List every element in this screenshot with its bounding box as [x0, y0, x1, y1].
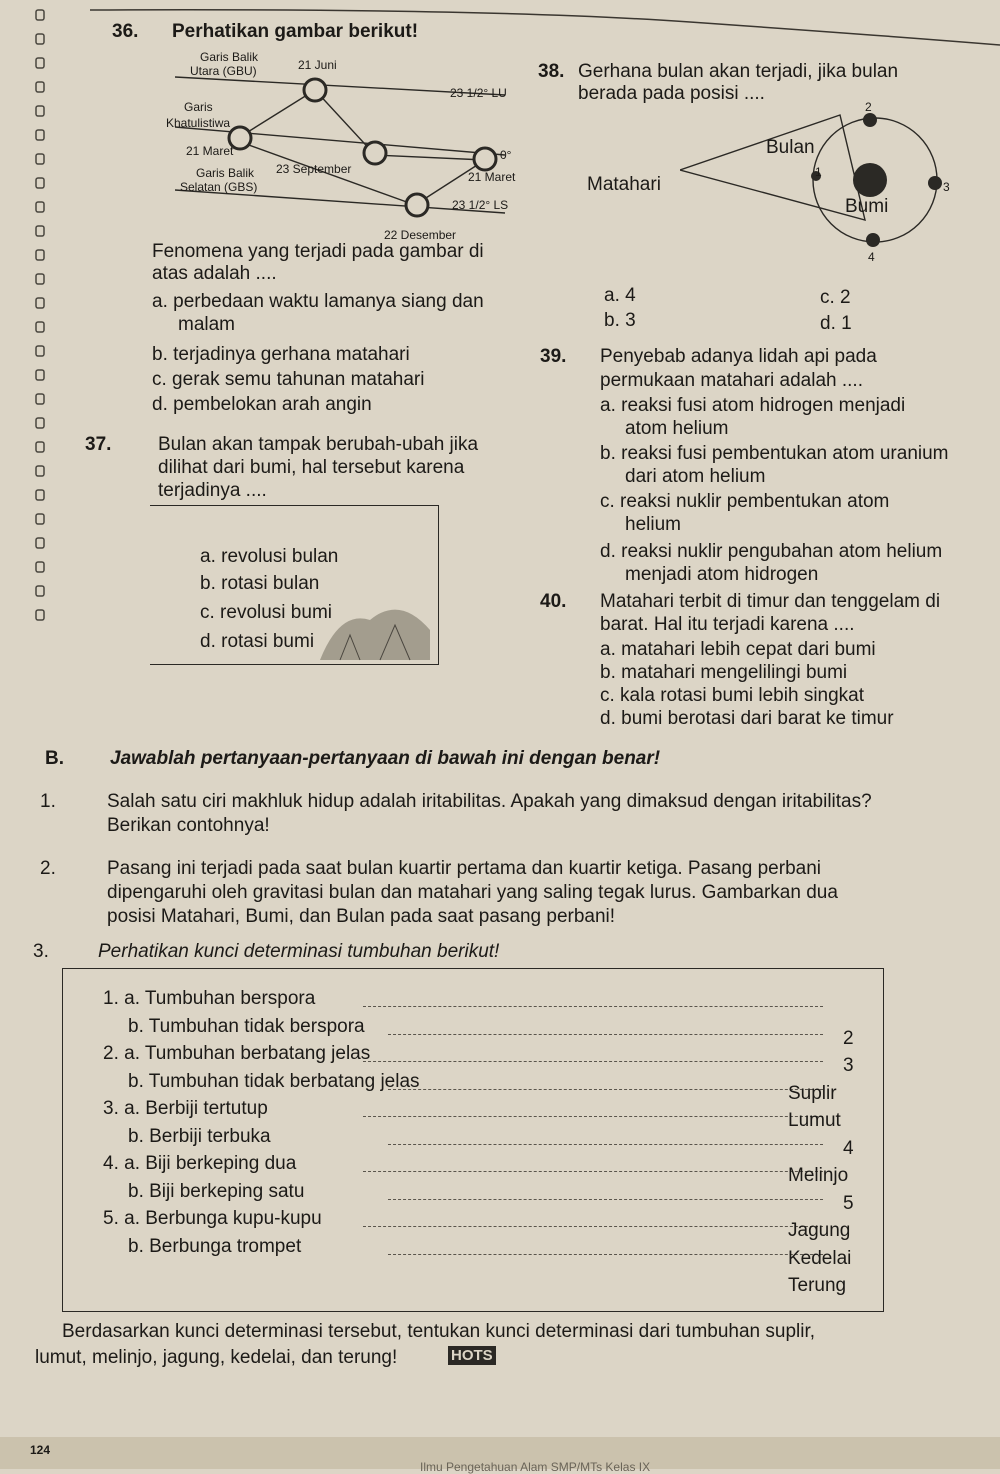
key-row-leader	[363, 1116, 823, 1117]
q39-option-a-cont: atom helium	[625, 418, 729, 439]
fig-label-ls: 23 1/2° LS	[452, 198, 509, 212]
b-q2-line-3: posisi Matahari, Bumi, dan Bulan pada saat pasang perbani!	[107, 906, 616, 927]
key-row-label: 3. a. Berbiji tertutup	[103, 1098, 268, 1119]
fig-label-sun: Matahari	[587, 174, 661, 195]
binding-hole	[36, 586, 44, 596]
q37-option-d: d. rotasi bumi	[200, 631, 315, 652]
b-q1-number: 1.	[40, 791, 56, 812]
q40-option-b: b. matahari mengelilingi bumi	[600, 662, 848, 683]
key-row-leader	[388, 1089, 823, 1090]
fig-label-march: 21 Maret	[186, 144, 234, 158]
fig-label-earth: Bumi	[845, 196, 889, 217]
key-row-label: 5. a. Berbunga kupu-kupu	[103, 1208, 322, 1229]
q38-option-c: c. 2	[820, 287, 851, 308]
q40-stem-1: Matahari terbit di timur dan tenggelam di	[600, 591, 941, 612]
q37-option-a: a. revolusi bulan	[200, 546, 339, 567]
q38-option-d: d. 1	[820, 313, 852, 334]
footer-text: Ilmu Pengetahuan Alam SMP/MTs Kelas IX	[420, 1460, 651, 1474]
q37-number: 37.	[85, 434, 112, 455]
fig-label-degree: 0°	[500, 148, 512, 162]
q38-number: 38.	[538, 61, 565, 82]
key-row-leader	[388, 1034, 823, 1035]
fig-position-3: 3	[943, 180, 950, 194]
fig-label-moon: Bulan	[766, 137, 815, 158]
key-row-label: b. Berbunga trompet	[128, 1235, 302, 1257]
binding-hole	[36, 58, 44, 68]
fig-label-gbu2: Utara (GBU)	[190, 64, 257, 78]
binding-hole	[36, 226, 44, 236]
sun-position-march-2	[474, 148, 496, 170]
fig-label-march-2: 21 Maret	[468, 170, 516, 184]
q40-number: 40.	[540, 591, 567, 612]
binding-hole	[36, 106, 44, 116]
key-row-label: b. Tumbuhan tidak berbatang jelas	[128, 1070, 420, 1092]
binding-hole	[36, 130, 44, 140]
determination-key-box	[62, 968, 884, 1312]
b-q3-instruction-2: lumut, melinjo, jagung, kedelai, dan terung!	[35, 1347, 398, 1368]
hots-badge: HOTS	[448, 1346, 496, 1365]
q40-option-d: d. bumi berotasi dari barat ke timur	[600, 708, 894, 729]
binding-hole	[36, 82, 44, 92]
key-row-result: Jagung	[788, 1220, 851, 1241]
q40-stem-2: barat. Hal itu terjadi karena ....	[600, 614, 855, 635]
q40-option-c: c. kala rotasi bumi lebih singkat	[600, 685, 865, 706]
fig-label-september: 23 September	[276, 162, 352, 176]
b-q3-instruction-1: Berdasarkan kunci determinasi tersebut, tentukan kunci determinasi dari tumbuhan suplir,	[62, 1321, 816, 1342]
binding-hole	[36, 370, 44, 380]
binding-hole	[36, 34, 44, 44]
fig-label-garis: Garis	[184, 100, 213, 114]
q39-stem-1: Penyebab adanya lidah api pada	[600, 346, 877, 367]
q36-stem-2: atas adalah ....	[152, 263, 277, 284]
binding-hole	[36, 10, 44, 20]
binding-hole	[36, 346, 44, 356]
binding-holes	[0, 0, 80, 660]
q36-title: Perhatikan gambar berikut!	[172, 21, 419, 42]
key-row-leader	[388, 1144, 823, 1145]
key-row-result: Suplir	[788, 1082, 837, 1104]
binding-hole	[36, 322, 44, 332]
binding-hole	[36, 562, 44, 572]
q38-eclipse-figure	[680, 100, 970, 270]
binding-hole	[36, 418, 44, 428]
q39-option-d: d. reaksi nuklir pengubahan atom helium	[600, 541, 943, 562]
key-row-result: Kedelai	[788, 1247, 852, 1269]
b-q2-number: 2.	[40, 858, 56, 879]
section-b-label: B.	[45, 748, 64, 769]
binding-hole	[36, 154, 44, 164]
key-row-leader	[363, 1006, 823, 1007]
q38-option-a: a. 4	[604, 285, 636, 306]
binding-hole	[36, 250, 44, 260]
key-row-label: b. Berbiji terbuka	[128, 1125, 271, 1147]
q36-option-b: b. terjadinya gerhana matahari	[152, 344, 410, 365]
q39-option-b: b. reaksi fusi pembentukan atom uranium	[600, 443, 949, 464]
q37-stem-2: dilihat dari bumi, hal tersebut karena	[158, 457, 465, 478]
fig-position-2: 2	[865, 100, 872, 114]
q36-option-a: a. perbedaan waktu lamanya siang dan	[152, 291, 484, 312]
fig-label-gbu1: Garis Balik	[200, 50, 259, 64]
key-row-result: 3	[843, 1055, 854, 1076]
q39-option-d-cont: menjadi atom hidrogen	[625, 564, 819, 585]
key-row-leader	[388, 1254, 823, 1255]
b-q1-line-1: Salah satu ciri makhluk hidup adalah iritabilitas. Apakah yang dimaksud dengan iritabilitas?	[107, 791, 872, 812]
binding-hole	[36, 178, 44, 188]
key-row-leader	[363, 1171, 823, 1172]
key-row-label: 1. a. Tumbuhan berspora	[103, 988, 316, 1009]
q37-option-b: b. rotasi bulan	[200, 573, 320, 594]
key-row-result: Lumut	[788, 1110, 841, 1131]
q37-option-c: c. revolusi bumi	[200, 602, 332, 623]
page-number: 124	[30, 1443, 51, 1457]
q39-number: 39.	[540, 346, 567, 367]
key-row-result: 4	[843, 1137, 854, 1159]
fig-label-gbs2: Selatan (GBS)	[180, 180, 258, 194]
q38-option-b: b. 3	[604, 310, 636, 331]
b-q3-title: Perhatikan kunci determinasi tumbuhan berikut!	[98, 941, 500, 962]
key-row-label: b. Tumbuhan tidak berspora	[128, 1015, 365, 1037]
binding-hole	[36, 610, 44, 620]
q38-stem-1: Gerhana bulan akan terjadi, jika bulan	[578, 61, 899, 82]
q39-option-c-cont: helium	[625, 514, 681, 535]
binding-hole	[36, 514, 44, 524]
key-row-label: 4. a. Biji berkeping dua	[103, 1153, 297, 1174]
key-row-result: Melinjo	[788, 1165, 849, 1186]
q38-stem-2: berada pada posisi ....	[578, 83, 765, 104]
key-row-label: b. Biji berkeping satu	[128, 1180, 305, 1202]
q36-stem-1: Fenomena yang terjadi pada gambar di	[152, 241, 484, 262]
fig-label-gbs1: Garis Balik	[196, 166, 255, 180]
binding-hole	[36, 394, 44, 404]
q37-stem-3: terjadinya ....	[158, 480, 267, 501]
q36-number: 36.	[112, 21, 139, 42]
sun-position-september	[364, 142, 386, 164]
sun-position-december	[406, 194, 428, 216]
fig-position-1: 1	[815, 165, 822, 179]
sun-position-june	[304, 79, 326, 101]
key-row-leader	[363, 1061, 823, 1062]
section-b-title: Jawablah pertanyaan-pertanyaan di bawah ini dengan benar!	[110, 748, 661, 769]
fig-position-4: 4	[868, 250, 875, 264]
binding-hole	[36, 298, 44, 308]
b-q2-line-1: Pasang ini terjadi pada saat bulan kuartir pertama dan kuartir ketiga. Pasang perbani	[107, 858, 821, 879]
key-row-result: 2	[843, 1027, 854, 1049]
b-q3-number: 3.	[33, 941, 49, 962]
key-row-label: 2. a. Tumbuhan berbatang jelas	[103, 1043, 371, 1064]
key-row-result: Terung	[788, 1275, 847, 1296]
key-row-result: 5	[843, 1192, 854, 1214]
q39-option-b-cont: dari atom helium	[625, 466, 766, 487]
binding-hole	[36, 466, 44, 476]
fig-label-june: 21 Juni	[298, 58, 337, 72]
key-row-leader	[388, 1199, 823, 1200]
q39-option-a: a. reaksi fusi atom hidrogen menjadi	[600, 395, 906, 416]
b-q1-line-2: Berikan contohnya!	[107, 815, 270, 836]
binding-hole	[36, 202, 44, 212]
q36-option-d: d. pembelokan arah angin	[152, 394, 372, 415]
fig-label-december: 22 Desember	[384, 228, 457, 242]
q36-option-a-cont: malam	[178, 314, 236, 335]
q36-option-c: c. gerak semu tahunan matahari	[152, 369, 425, 390]
q37-stem-1: Bulan akan tampak berubah-ubah jika	[158, 434, 479, 455]
q40-option-a: a. matahari lebih cepat dari bumi	[600, 639, 876, 660]
q39-option-c: c. reaksi nuklir pembentukan atom	[600, 491, 890, 512]
binding-hole	[36, 490, 44, 500]
fig-label-khatulistiwa: Khatulistiwa	[166, 116, 231, 130]
binding-hole	[36, 442, 44, 452]
key-row-leader	[363, 1226, 823, 1227]
fig-label-lu: 23 1/2° LU	[450, 86, 507, 100]
q39-stem-2: permukaan matahari adalah ....	[600, 370, 863, 391]
earth-icon	[853, 163, 887, 197]
binding-hole	[36, 538, 44, 548]
b-q2-line-2: dipengaruhi oleh gravitasi bulan dan matahari yang saling tegak lurus. Gambarkan dua	[107, 882, 838, 903]
binding-hole	[36, 274, 44, 284]
